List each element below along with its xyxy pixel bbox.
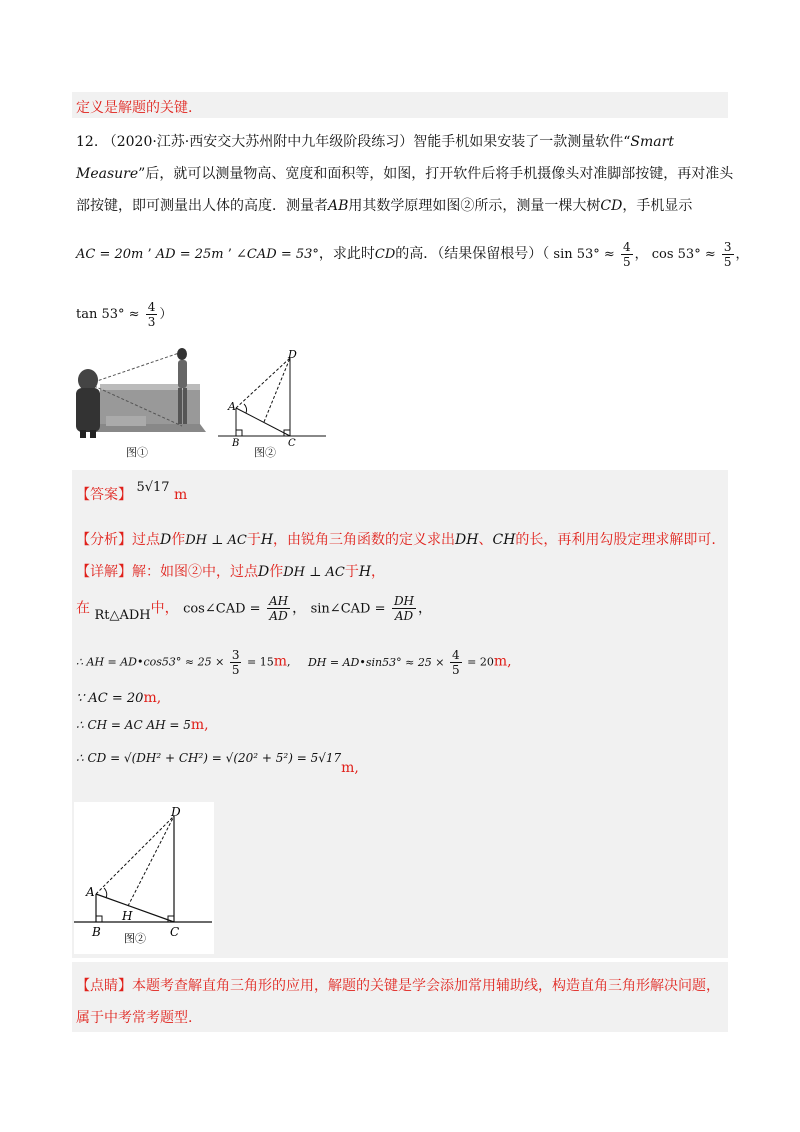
figure-2-caption: 图② [254, 446, 276, 459]
sin-fraction: $\frac{4}{5}$ [622, 240, 631, 269]
question-number: 12. [76, 134, 99, 150]
detail-line-5: ∴ CH = AC AH = 5m, [76, 717, 209, 733]
question-source: （2020·江苏·西安交大苏州附中九年级阶段练习） [102, 134, 414, 150]
figure-1-illustration [70, 344, 206, 440]
comment-line-2: 属于中考常考题型. [76, 1010, 193, 1026]
sol-label-h: H [122, 909, 133, 923]
fig2-label-a: A [228, 400, 236, 413]
app-name: Smart [630, 134, 674, 150]
sol-label-b: B [92, 925, 101, 939]
figure-1-caption: 图① [126, 446, 148, 459]
question-line-3: 部按键，即可测量出人体的高度．测量者AB用其数学原理如图②所示，测量一棵大树CD，手机显示 [76, 198, 693, 214]
question-line-2: Measure”后，就可以测量物高、宽度和面积等，如图，打开软件后将手机摄像头对准脚部按键，再对准头 [76, 166, 734, 182]
answer-value: 5√17 [136, 480, 170, 495]
detail-line-1: 【详解】解：如图②中，过点D作DH ⊥ AC于H， [76, 564, 386, 580]
detail-line-2: 在 Rt△ADH中， cos∠CAD = $\frac{AH}{AD}$ ， sin∠CAD = $\frac{DH}{AD}$ ， [76, 594, 433, 623]
top-note: 定义是解题的关键. [76, 100, 193, 116]
question-tan: tan 53° ≈ $\frac{4}{3}$ ） [76, 300, 173, 329]
fig2-label-c: C [288, 438, 296, 449]
detail-line-3: ∴ AH = AD•cos53° ≈ 25 × $\frac{3}{5}$ = 15m, DH = AD•sin53° ≈ 25 × $\frac{4}{5}$ = 20m, [76, 648, 512, 677]
sol-label-d: D [171, 805, 181, 819]
answer-line [76, 480, 188, 504]
comment-tag: 【点睛】 [76, 978, 132, 994]
answer-unit: m [174, 487, 188, 503]
fig2-label-d: D [288, 348, 297, 361]
figure-2-diagram [216, 346, 328, 458]
detail-line-6: ∴ CD = √(DH² + CH²) = √(20² + 5²) = 5√17m, [76, 751, 359, 776]
detail-tag: 【详解】 [76, 564, 132, 580]
fig2-label-b: B [232, 438, 240, 449]
question-line-1: 12. （2020·江苏·西安交大苏州附中九年级阶段练习）智能手机如果安装了一款测量软件“Smart [76, 134, 674, 150]
sin-cad-fraction: $\frac{DH}{AD}$ [393, 594, 415, 623]
sol-label-a: A [86, 885, 95, 899]
analysis-tag: 【分析】 [76, 532, 132, 548]
cos-fraction: $\frac{3}{5}$ [723, 240, 732, 269]
detail-line-4: ∵ AC = 20m, [76, 690, 162, 706]
question-givens: AC = 20m ’ AD = 25m ’ ∠CAD = 53°，求此时CD的高．（结果保留根号）（ sin 53° ≈ $\frac{4}{5}$ ， cos 53° ≈ $\frac{3}{5}$ ， [76, 240, 749, 269]
sol-label-c: C [170, 925, 180, 939]
comment-line-1: 【点睛】本题考查解直角三角形的应用，解题的关键是学会添加常用辅助线，构造直角三角形解决问题， [76, 978, 720, 994]
solution-figure-diagram [74, 802, 214, 954]
analysis-line: 【分析】过点D作DH ⊥ AC于H，由锐角三角函数的定义求出DH、CH的长，再利用勾股定理求解即可. [76, 532, 716, 548]
cos-cad-fraction: $\frac{AH}{AD}$ [269, 594, 289, 623]
answer-tag: 【答案】 [76, 487, 132, 503]
sol-caption: 图② [124, 932, 146, 945]
tan-fraction: $\frac{4}{3}$ [147, 300, 156, 329]
